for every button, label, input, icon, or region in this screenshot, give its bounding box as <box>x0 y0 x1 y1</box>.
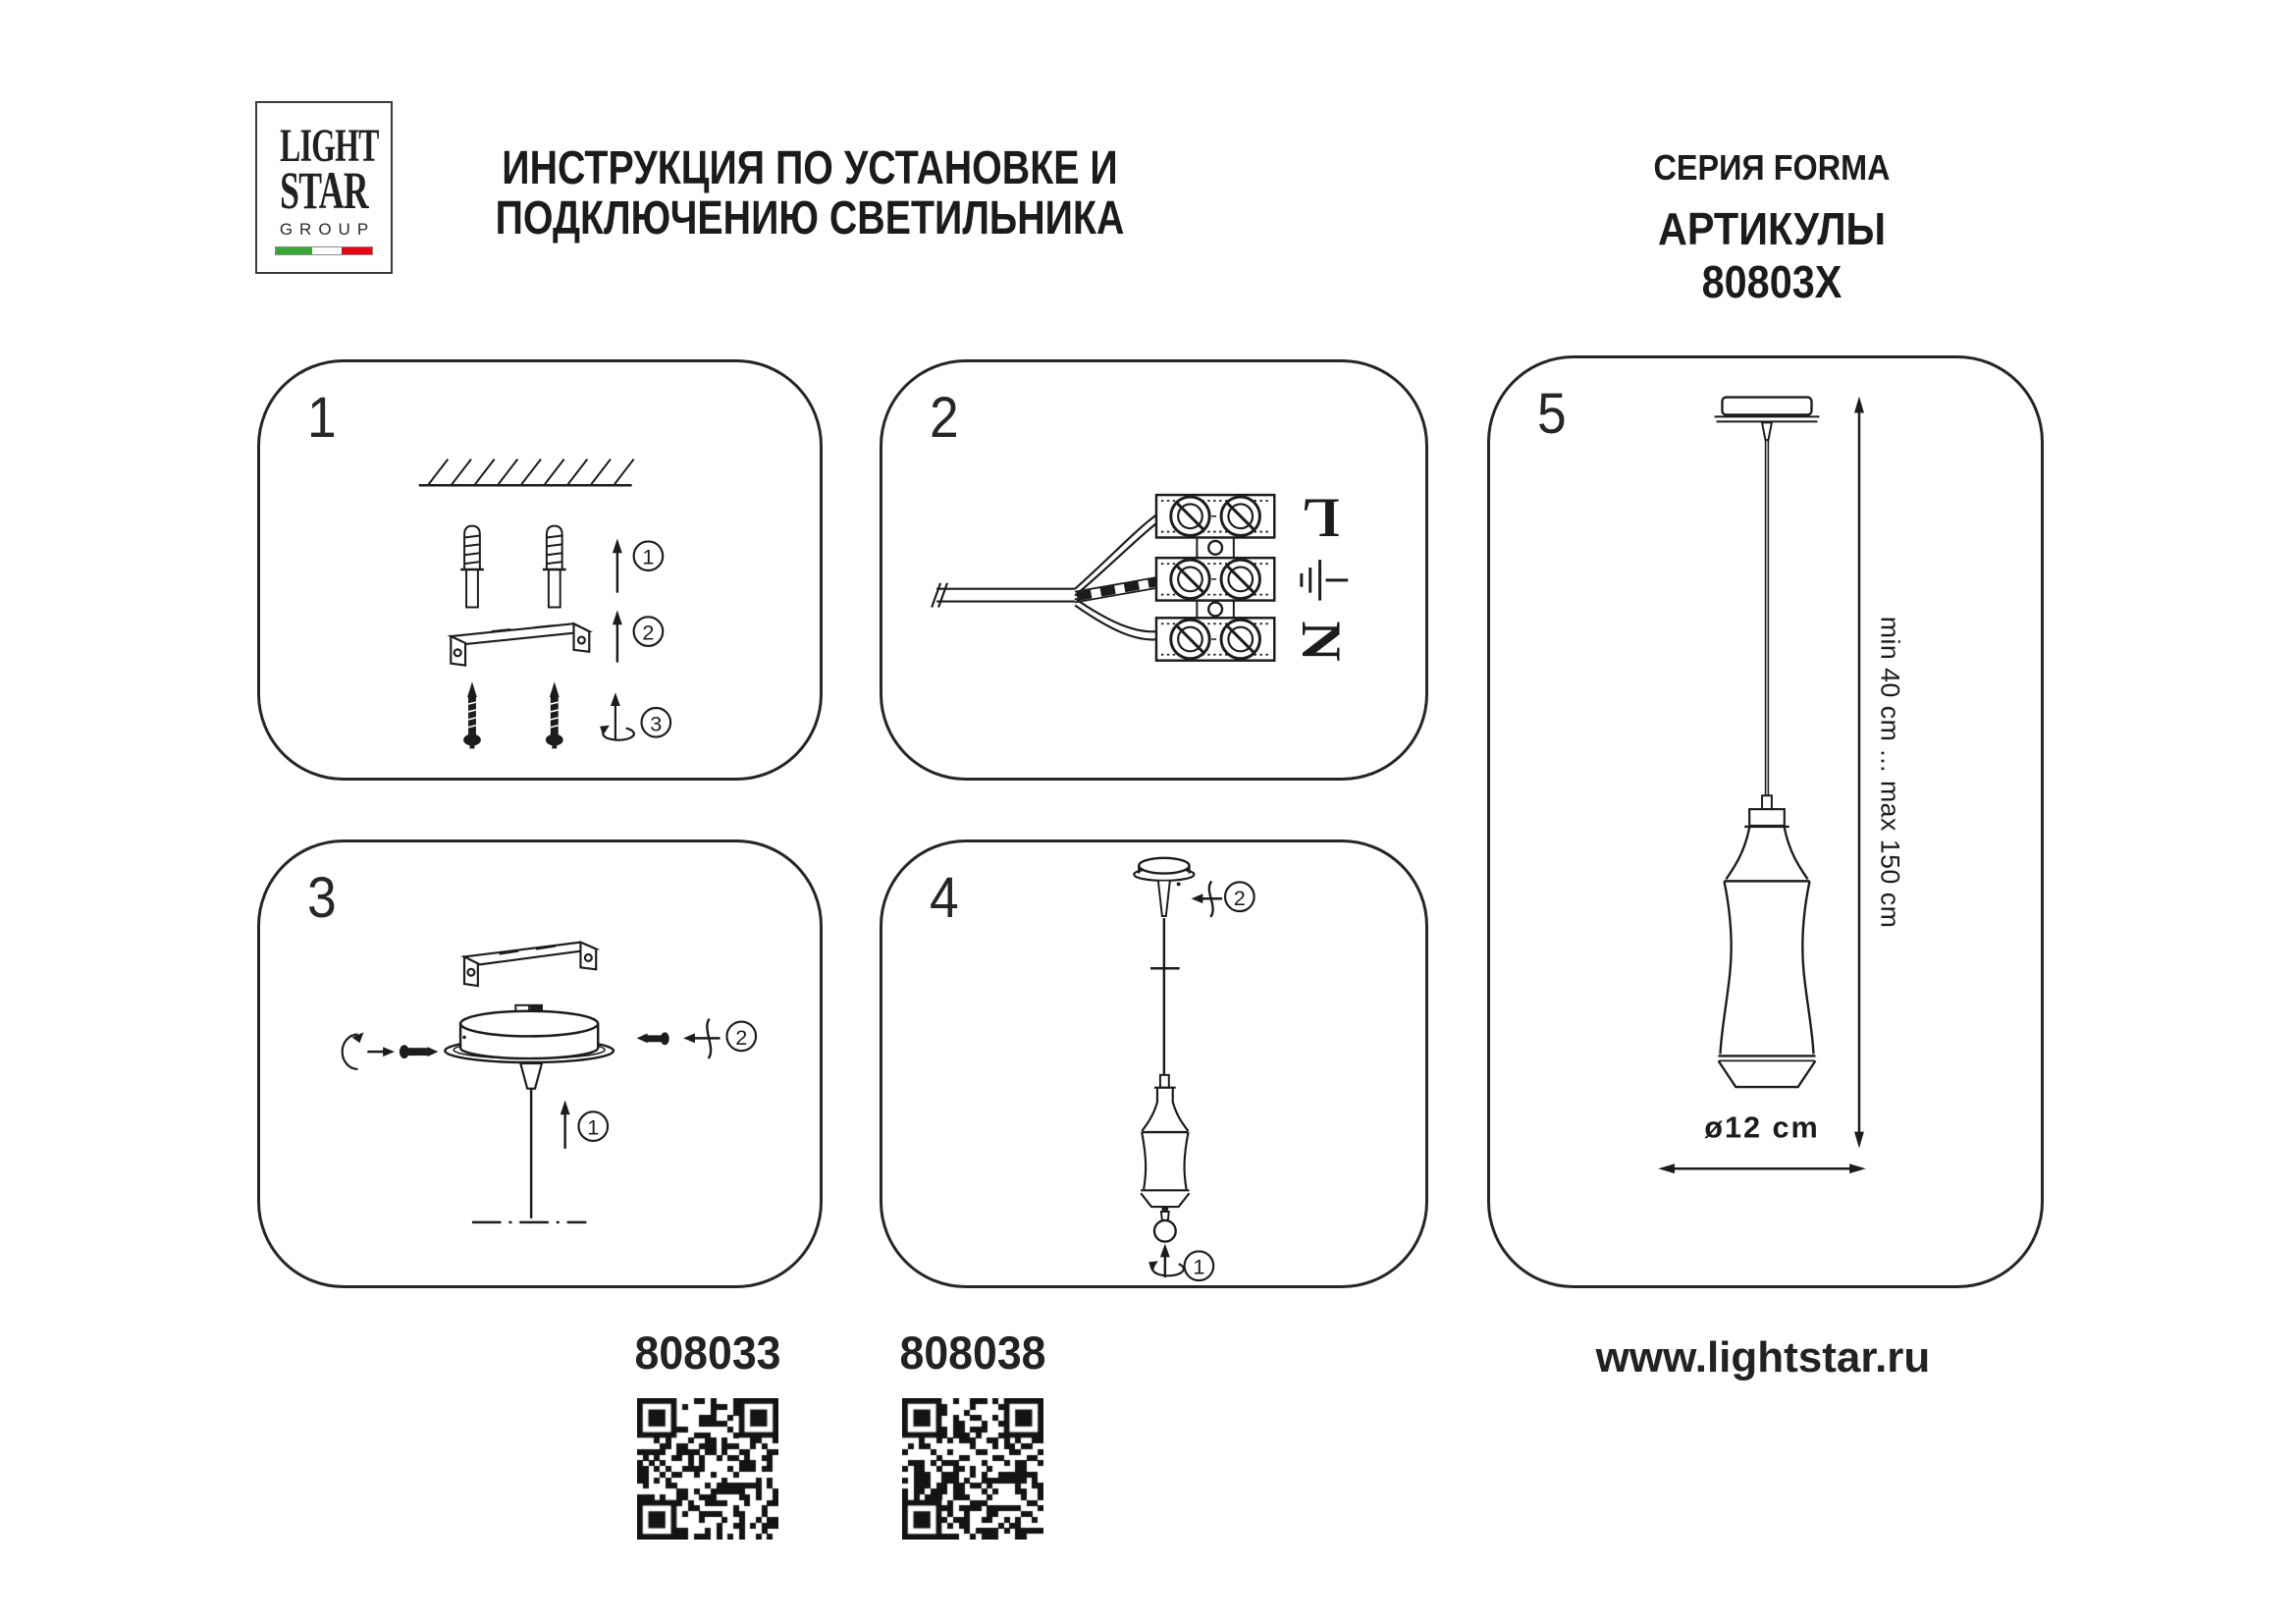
svg-text:2: 2 <box>642 620 655 645</box>
step-panel-2 <box>880 359 1428 781</box>
article-number-808033: 808033 <box>634 1326 781 1379</box>
screw-rotation-icon <box>1191 881 1222 917</box>
ceiling-hatch-icon <box>419 460 634 486</box>
step-4-number: 4 <box>930 866 959 930</box>
page-title-line2: ПОДКЛЮЧЕНИЮ СВЕТИЛЬНИКА <box>495 192 1125 244</box>
step-panel-1 <box>257 359 823 781</box>
screw-icon <box>400 1045 438 1058</box>
screw-icon <box>637 1032 669 1045</box>
mains-cable-icon <box>932 514 1159 640</box>
diameter-label: ø12 cm <box>1704 1110 1820 1145</box>
earth-ground-icon <box>1302 560 1348 600</box>
suspension-cord <box>472 1063 586 1222</box>
arrow-up-icon <box>561 1101 570 1149</box>
svg-text:2: 2 <box>1233 885 1246 910</box>
qr-code-article-right <box>902 1398 1043 1540</box>
neutral-terminal-label: N <box>1290 621 1353 662</box>
step-2-illustration <box>882 362 1425 778</box>
flag-red-stripe <box>342 247 372 254</box>
svg-text:3: 3 <box>650 711 663 736</box>
italian-flag-icon <box>275 246 373 255</box>
callout-3-badge <box>642 708 671 737</box>
callout-1-badge <box>578 1111 608 1141</box>
step-3-number: 3 <box>307 866 337 930</box>
step-panel-4 <box>880 839 1428 1288</box>
wall-plug-icon <box>460 526 565 608</box>
logo-word-group: GROUP <box>279 220 376 239</box>
logo-word-star: STAR <box>280 161 368 220</box>
article-number-808038: 808038 <box>899 1326 1046 1379</box>
step-5-number: 5 <box>1537 382 1567 446</box>
screw-icon <box>463 681 563 748</box>
qr-code-article-left <box>637 1398 778 1540</box>
canopy-icon <box>1715 398 1820 441</box>
arrow-up-icon <box>613 610 622 662</box>
callout-2-badge <box>1225 882 1255 911</box>
svg-text:1: 1 <box>642 544 655 569</box>
canopy-icon <box>445 1005 614 1062</box>
step-4-illustration <box>882 842 1425 1285</box>
flag-white-stripe <box>312 247 341 254</box>
step-panel-5 <box>1487 355 2044 1288</box>
suspension-cord <box>1150 918 1180 1088</box>
screw-rotation-icon <box>343 1032 395 1069</box>
step-panel-3 <box>257 839 823 1288</box>
mounting-bracket-icon <box>464 943 596 986</box>
lamp-shade-icon <box>1719 809 1816 1087</box>
screw-rotation-icon <box>683 1019 721 1058</box>
step-1-illustration <box>260 362 820 778</box>
canopy-icon <box>1134 858 1194 916</box>
callout-2-badge <box>634 617 664 646</box>
arrow-up-icon <box>613 538 622 592</box>
svg-text:1: 1 <box>587 1114 600 1140</box>
page-title-line1: ИНСТРУКЦИЯ ПО УСТАНОВКЕ И <box>502 142 1118 194</box>
light-bulb-icon <box>1154 1207 1176 1242</box>
series-info <box>1571 147 1973 308</box>
callout-1-badge <box>634 541 664 570</box>
step-1-number: 1 <box>307 386 337 450</box>
diameter-dimension-arrow <box>1658 1164 1866 1173</box>
suspension-range-label: min 40 cm ... max 150 cm <box>1875 616 1905 929</box>
series-name: СЕРИЯ FORMA <box>1653 147 1891 188</box>
logo-word-light: LIGHT <box>280 120 379 172</box>
striped-wire-icon <box>1075 577 1157 603</box>
step-5-illustration <box>1490 358 2041 1285</box>
lamp-shade-icon <box>1141 1088 1189 1207</box>
suspension-cord <box>1762 440 1772 809</box>
callout-1-badge <box>1185 1251 1214 1280</box>
svg-text:2: 2 <box>735 1024 748 1050</box>
terminal-block-icon <box>1156 495 1274 661</box>
flag-green-stripe <box>276 247 312 254</box>
lightstar-logo <box>255 101 393 274</box>
page-title <box>452 143 1168 244</box>
screw-rotation-icon <box>600 692 634 739</box>
screw-rotation-icon <box>1148 1244 1184 1278</box>
website-link: www.lightstar.ru <box>1595 1333 1931 1381</box>
height-dimension-arrow <box>1854 397 1864 1149</box>
mounting-bracket-icon <box>451 623 589 665</box>
callout-2-badge <box>726 1022 756 1052</box>
step-2-number: 2 <box>930 386 959 450</box>
line-terminal-label: L <box>1302 486 1340 549</box>
svg-text:1: 1 <box>1193 1254 1205 1279</box>
articles-code: АРТИКУЛЫ 80803X <box>1657 203 1887 307</box>
step-3-illustration <box>260 842 820 1285</box>
